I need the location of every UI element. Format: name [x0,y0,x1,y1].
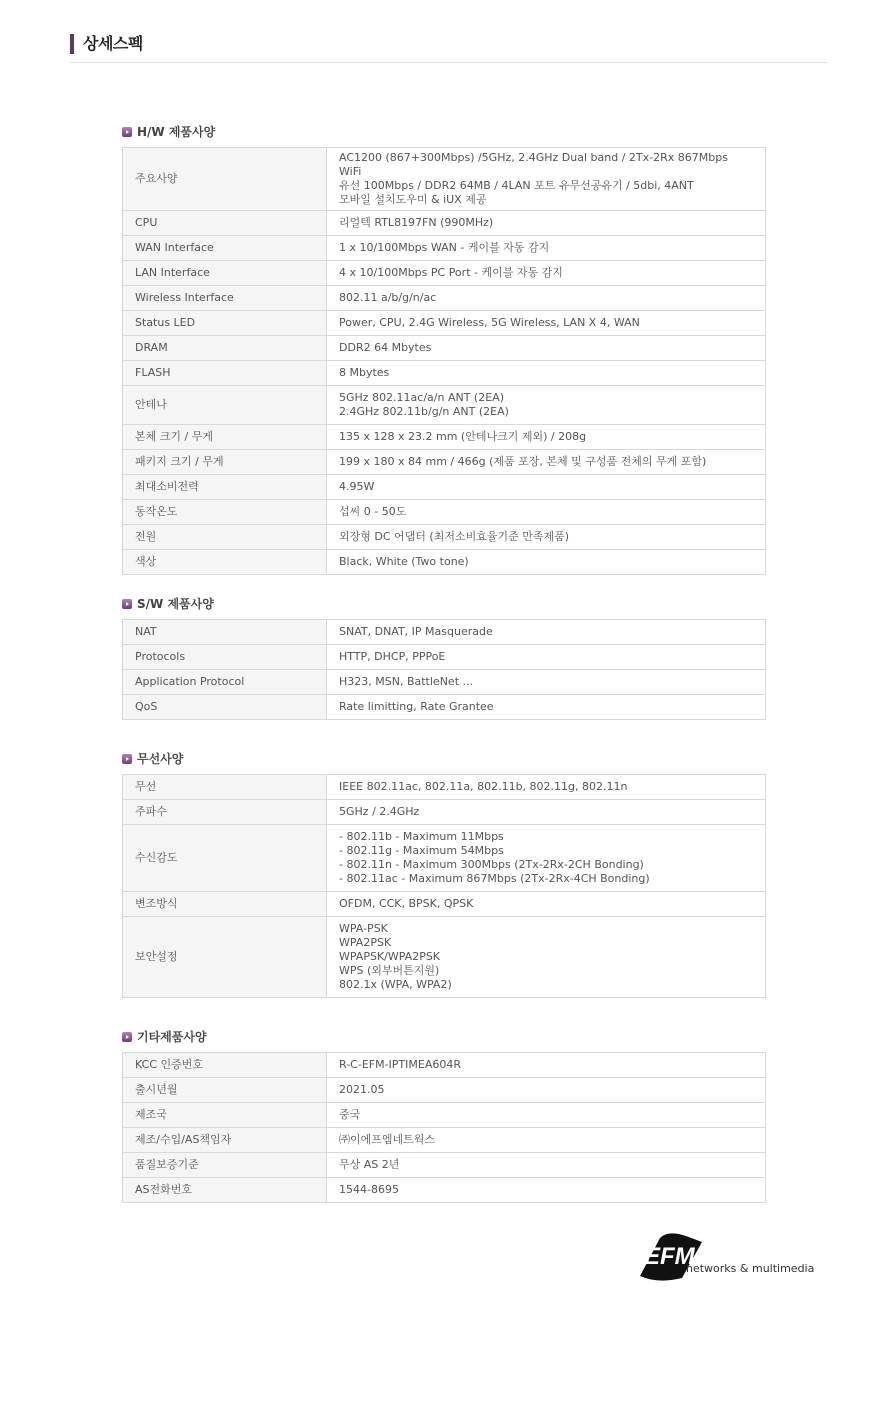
spec-row [123,148,766,211]
section-title-text: 무선사양 [137,752,184,766]
spec-value: 1 x 10/100Mbps WAN - 케이블 자동 감지 [327,236,766,261]
spec-label: LAN Interface [123,261,327,286]
etc-spec-section [122,1027,766,1203]
spec-label: FLASH [123,361,327,386]
spec-value: 리얼텍 RTL8197FN (990MHz) [327,211,766,236]
bullet-icon [122,599,132,609]
spec-label: 패키지 크기 / 무게 [123,450,327,475]
spec-table [122,774,766,998]
spec-row [123,1103,766,1128]
spec-value: 섭씨 0 - 50도 [327,500,766,525]
spec-label: 본체 크기 / 무게 [123,425,327,450]
spec-label: Status LED [123,311,327,336]
spec-row [123,361,766,386]
spec-value: 135 x 128 x 23.2 mm (안테나크기 제외) / 208g [327,425,766,450]
spec-row [123,1078,766,1103]
spec-value: Rate limitting, Rate Grantee [327,695,766,720]
spec-label: 변조방식 [123,892,327,917]
bullet-icon [122,127,132,137]
section-title [122,594,766,614]
page-title: 상세스펙 [83,34,143,53]
spec-label: 보안설정 [123,917,327,998]
spec-value: 중국 [327,1103,766,1128]
spec-label: KCC 인증번호 [123,1053,327,1078]
spec-table [122,619,766,720]
spec-value: ㈜이에프엠네트웍스 [327,1128,766,1153]
spec-row [123,892,766,917]
spec-value: 외장형 DC 어댑터 (최저소비효율기준 만족제품) [327,525,766,550]
spec-row [123,1153,766,1178]
spec-row [123,211,766,236]
spec-value: DDR2 64 Mbytes [327,336,766,361]
spec-label: Application Protocol [123,670,327,695]
spec-value: OFDM, CCK, BPSK, QPSK [327,892,766,917]
spec-row [123,670,766,695]
spec-label: Wireless Interface [123,286,327,311]
spec-row [123,500,766,525]
spec-label: 출시년월 [123,1078,327,1103]
hw-spec-section [122,122,766,575]
spec-value: 무상 AS 2년 [327,1153,766,1178]
bullet-icon [122,1032,132,1042]
bullet-icon [122,754,132,764]
spec-value: HTTP, DHCP, PPPoE [327,645,766,670]
spec-table [122,1052,766,1203]
spec-row [123,1178,766,1203]
spec-row [123,775,766,800]
spec-row [123,550,766,575]
section-title-text: H/W 제품사양 [137,125,216,139]
spec-label: Protocols [123,645,327,670]
spec-value: H323, MSN, BattleNet ... [327,670,766,695]
spec-row [123,917,766,998]
spec-label: 전원 [123,525,327,550]
spec-row [123,620,766,645]
spec-row [123,336,766,361]
spec-row [123,450,766,475]
section-title-text: S/W 제품사양 [137,597,214,611]
logo-tagline: networks & multimedia [686,1262,815,1275]
spec-value: 4.95W [327,475,766,500]
spec-row [123,311,766,336]
spec-value: 4 x 10/100Mbps PC Port - 케이블 자동 감지 [327,261,766,286]
spec-value: 802.11 a/b/g/n/ac [327,286,766,311]
spec-row [123,475,766,500]
section-title-text: 기타제품사양 [137,1030,207,1044]
spec-value: R-C-EFM-IPTIMEA604R [327,1053,766,1078]
spec-row [123,825,766,892]
spec-value: Power, CPU, 2.4G Wireless, 5G Wireless, LAN X 4, WAN [327,311,766,336]
spec-label: 무선 [123,775,327,800]
spec-value: - 802.11b - Maximum 11Mbps - 802.11g - Maximum 54Mbps - 802.11n - Maximum 300Mbps (2Tx-2Rx-2CH Bonding) - 802.11ac - Maximum 867Mbps (2Tx-2Rx-4CH Bonding) [327,825,766,892]
spec-row [123,386,766,425]
spec-value: 5GHz 802.11ac/a/n ANT (2EA) 2.4GHz 802.11b/g/n ANT (2EA) [327,386,766,425]
spec-value: 5GHz / 2.4GHz [327,800,766,825]
spec-table [122,147,766,575]
spec-row [123,1053,766,1078]
spec-label: 안테나 [123,386,327,425]
spec-label: 색상 [123,550,327,575]
spec-row [123,425,766,450]
spec-value: AC1200 (867+300Mbps) /5GHz, 2.4GHz Dual band / 2Tx-2Rx 867Mbps WiFi 유선 100Mbps / DDR2 64MB / 4LAN 포트 유무선공유기 / 5dbi, 4ANT 모바일 설치도우미 & iUX 제공 [327,148,766,211]
spec-value: SNAT, DNAT, IP Masquerade [327,620,766,645]
spec-label: NAT [123,620,327,645]
spec-row [123,800,766,825]
section-title [122,749,766,769]
logo-mark: EFM [644,1243,695,1270]
sw-spec-section [122,594,766,720]
spec-label: 수신감도 [123,825,327,892]
title-bar-accent [70,34,74,54]
spec-label: 제조/수입/AS책임자 [123,1128,327,1153]
spec-row [123,261,766,286]
spec-row [123,695,766,720]
spec-value: 199 x 180 x 84 mm / 466g (제품 포장, 본체 및 구성품 전체의 무게 포함) [327,450,766,475]
spec-row [123,1128,766,1153]
wireless-spec-section [122,749,766,998]
spec-row [123,236,766,261]
spec-row [123,286,766,311]
spec-value: 1544-8695 [327,1178,766,1203]
page-header [70,32,828,63]
spec-label: 동작온도 [123,500,327,525]
spec-value: IEEE 802.11ac, 802.11a, 802.11b, 802.11g, 802.11n [327,775,766,800]
spec-label: QoS [123,695,327,720]
spec-value: 2021.05 [327,1078,766,1103]
spec-label: 주파수 [123,800,327,825]
section-title [122,1027,766,1047]
spec-label: AS전화번호 [123,1178,327,1203]
spec-label: WAN Interface [123,236,327,261]
spec-value: Black, White (Two tone) [327,550,766,575]
spec-row [123,645,766,670]
spec-value: 8 Mbytes [327,361,766,386]
spec-value: WPA-PSK WPA2PSK WPAPSK/WPA2PSK WPS (외부버튼지원) 802.1x (WPA, WPA2) [327,917,766,998]
spec-label: 품질보증기준 [123,1153,327,1178]
spec-label: DRAM [123,336,327,361]
spec-label: 최대소비전력 [123,475,327,500]
spec-label: 주요사양 [123,148,327,211]
section-title [122,122,766,142]
spec-label: 제조국 [123,1103,327,1128]
spec-row [123,525,766,550]
spec-label: CPU [123,211,327,236]
